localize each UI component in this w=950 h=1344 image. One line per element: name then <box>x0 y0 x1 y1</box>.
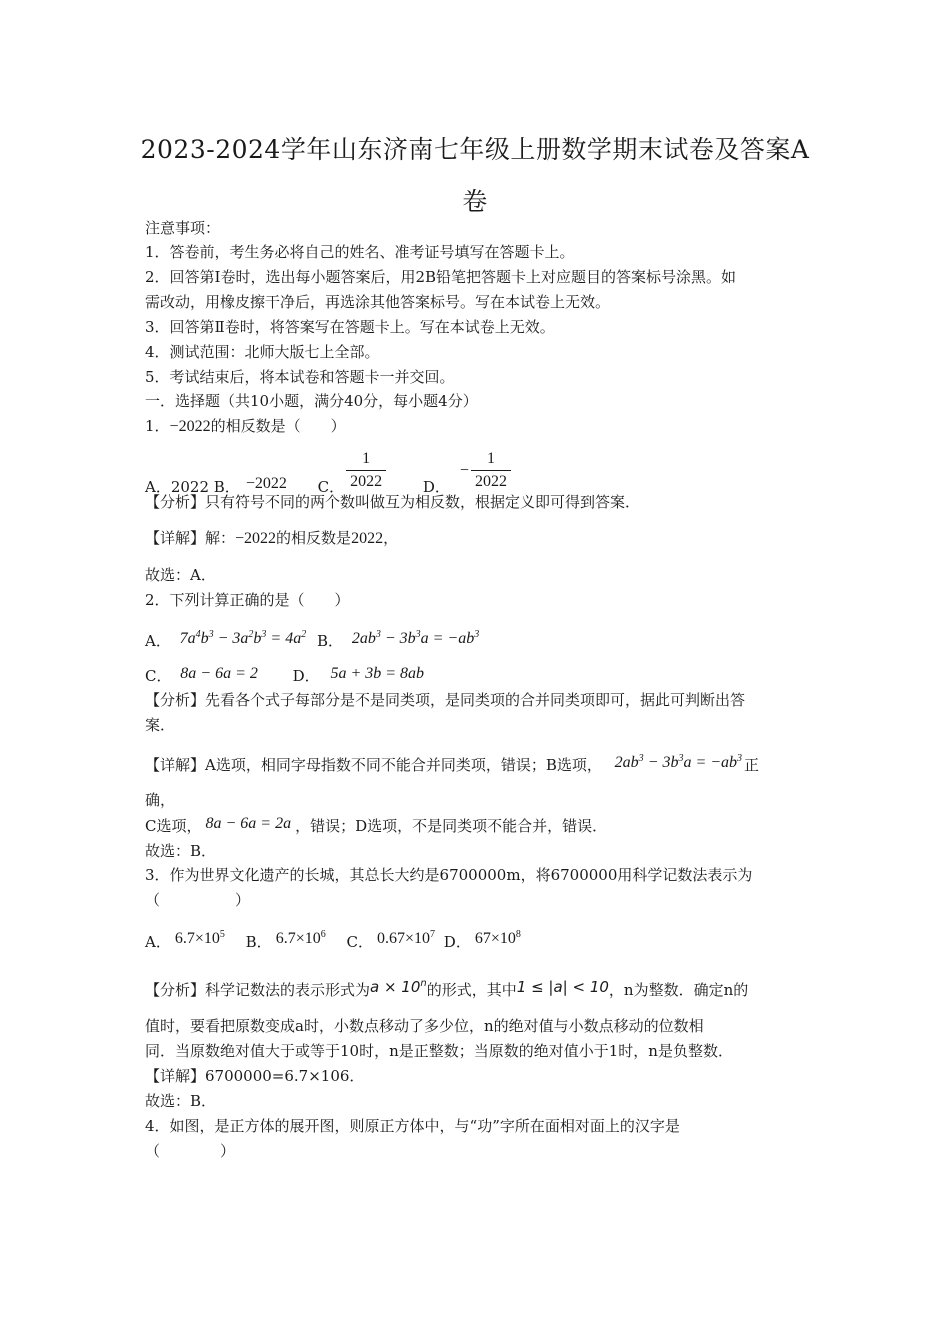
option-a-expr: $7a^4b^3 - 3a^2b^3 = 4a^2$ <box>179 629 307 647</box>
note-item: 2．回答第Ⅰ卷时，选出每小题答案后，用2B铅笔把答题卡上对应题目的答案标号涂黑。如 <box>145 268 737 286</box>
option-c-fraction: $\frac{1}{2022}$ <box>346 448 386 493</box>
note-item: 1．答卷前，考生务必将自己的姓名、准考证号填写在答题卡上。 <box>145 243 575 261</box>
option-a-expr: $6.7\times 10^5$ <box>174 929 225 947</box>
option-d-fraction: $\frac{1}{2022}$ <box>471 448 511 493</box>
note-item: 4．测试范围：北师大版七上全部。 <box>145 343 380 361</box>
option-d-expr: 5a + 3b = 8ab <box>330 665 425 682</box>
option-a: A．2022 B． <box>145 477 240 496</box>
option-c-expr: $0.67\times 10^7$ <box>376 929 436 947</box>
question-2-analysis-cont: 案． <box>145 716 176 734</box>
question-2-analysis: 【分析】先看各个式子每部分是不是同类项，是同类项的合并同类项即可，据此可判断出答 <box>145 691 746 709</box>
option-c-label: C． <box>317 477 345 496</box>
option-b-expr: $2ab^3 - 3b^3a = -ab^3$ <box>351 629 480 647</box>
question-1-answer: 故选：A． <box>145 566 216 584</box>
option-d-label: D． <box>422 477 450 496</box>
option-b-value: −2022 <box>245 474 287 492</box>
document-title <box>140 124 810 228</box>
question-2-stem: 2．下列计算正确的是（ ） <box>145 591 350 609</box>
question-3-options: A． $6.7\times 10^5$ B． $6.7\times 10^6$ C． $0.67\times 10^7$ D． $67\times 10^8$ <box>145 929 521 951</box>
title-line-1: 2023-2024学年山东济南七年级上册数学期末试卷及答案A <box>140 135 810 164</box>
question-4-stem: 4．如图，是正方体的展开图，则原正方体中，与“功”字所在面相对面上的汉字是 <box>145 1117 680 1135</box>
option-d-expr: $67\times 10^8$ <box>474 929 521 947</box>
notes-heading: 注意事项： <box>145 219 221 237</box>
question-1-analysis: 【分析】只有符号不同的两个数叫做互为相反数，根据定义即可得到答案． <box>145 493 641 511</box>
note-item: 需改动，用橡皮擦干净后，再选涂其他答案标号。写在本试卷上无效。 <box>145 293 611 311</box>
option-c-expr: 8a − 6a = 2 <box>180 665 258 682</box>
question-3-analysis-cont: 值时，要看把原数变成a时，小数点移动了多少位，n的绝对值与小数点移动的位数相 <box>145 1017 704 1035</box>
title-line-2: 卷 <box>462 187 488 216</box>
note-item: 5．考试结束后，将本试卷和答题卡一并交回。 <box>145 368 455 386</box>
note-item: 3．回答第Ⅱ卷时，将答案写在答题卡上。写在本试卷上无效。 <box>145 318 555 336</box>
question-2-detail-c: C选项， 8a − 6a = 2a ，错误；D选项，不是同类项不能合并，错误． <box>145 815 608 835</box>
question-4-stem-cont: （ ） <box>145 1142 236 1160</box>
question-3-analysis-cont: 同．当原数绝对值大于或等于10时，n是正整数；当原数的绝对值小于1时，n是负整数． <box>145 1042 733 1060</box>
question-2-options-cd: C． 8a − 6a = 2 D． 5a + 3b = 8ab <box>145 665 425 685</box>
question-2-detail: 【详解】A选项，相同字母指数不同不能合并同类项，错误；B选项， $2ab^3 - 3b^3a = -ab^3$ 正 <box>145 753 760 774</box>
question-3-detail: 【详解】6700000=6.7×106． <box>145 1067 365 1085</box>
question-3-analysis: 【分析】科学记数法的表示形式为$a \times 10^n$的形式，其中1 ≤ |a| < 10，n为整数．确定n的 <box>145 978 749 999</box>
option-b-expr: $6.7\times 10^6$ <box>275 929 326 947</box>
question-1-detail: 【详解】解：−2022的相反数是2022， <box>145 529 399 547</box>
question-3-stem-cont: （ ） <box>145 891 251 909</box>
detail-expr: $2ab^3 - 3b^3a = -ab^3$ <box>614 753 743 771</box>
question-1-options: A．2022 B． −2022 C． $\frac{1}{2022}$ D．− $\frac{1}{2022}$ <box>145 448 513 493</box>
question-3-stem: 3．作为世界文化遗产的长城，其总长大约是6700000m，将6700000用科学记数法表示为 <box>145 866 753 884</box>
question-2-answer: 故选：B． <box>145 842 217 860</box>
section-heading: 一．选择题（共10小题，满分40分，每小题4分） <box>145 392 478 410</box>
question-2-options-ab: A． $7a^4b^3 - 3a^2b^3 = 4a^2$ B． $2ab^3 - 3b^3a = -ab^3$ <box>145 629 480 650</box>
question-2-detail-cont: 确， <box>145 791 176 809</box>
question-3-answer: 故选：B． <box>145 1092 217 1110</box>
question-1-stem: 1．−2022的相反数是（ ） <box>145 417 346 435</box>
